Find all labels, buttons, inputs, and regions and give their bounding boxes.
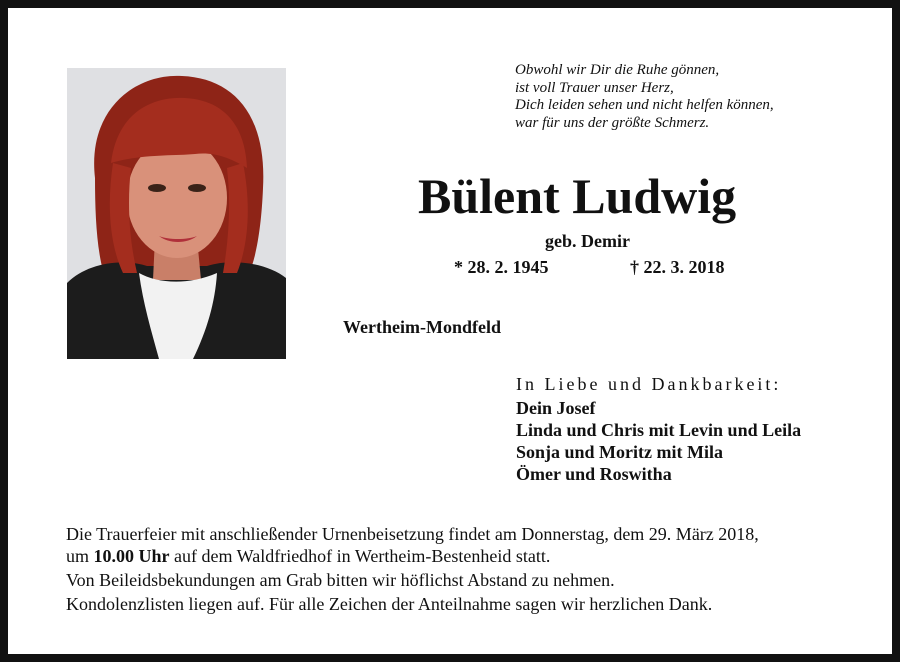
maiden-name: geb. Demir bbox=[545, 231, 630, 251]
death-date: † 22. 3. 2018 bbox=[630, 257, 725, 277]
mourner-entry: Dein Josef bbox=[516, 398, 596, 418]
mourners-heading: In Liebe und Dankbarkeit: bbox=[516, 374, 782, 394]
time-prefix: um bbox=[66, 546, 94, 566]
funeral-announcement: Die Trauerfeier mit anschließender Urnenbeisetzung findet am Donnerstag, dem 29. März 2018, bbox=[66, 524, 759, 544]
poem-line: war für uns der größte Schmerz. bbox=[515, 114, 710, 131]
poem-line: ist voll Trauer unser Herz, bbox=[515, 79, 674, 96]
portrait-photo bbox=[67, 68, 286, 359]
poem-line: Obwohl wir Dir die Ruhe gönnen, bbox=[515, 62, 720, 78]
life-dates bbox=[454, 256, 754, 278]
mourner-entry: Ömer und Roswitha bbox=[516, 464, 672, 484]
place-text: auf dem Waldfriedhof in Wertheim-Bestenheid statt. bbox=[169, 546, 551, 566]
hometown: Wertheim-Mondfeld bbox=[343, 317, 501, 337]
poem-line: Dich leiden sehen und nicht helfen können, bbox=[515, 97, 774, 113]
funeral-details bbox=[66, 523, 866, 615]
memorial-poem bbox=[515, 62, 875, 132]
birth-date: * 28. 2. 1945 bbox=[454, 257, 549, 277]
condolence-note: Von Beileidsbekundungen am Grab bitten wir höflichst Abstand zu nehmen. bbox=[66, 570, 615, 590]
mourner-entry: Sonja und Moritz mit Mila bbox=[516, 442, 723, 462]
funeral-time-place bbox=[66, 545, 866, 567]
closing-note: Kondolenzlisten liegen auf. Für alle Zeichen der Anteilnahme sagen wir herzlichen Dank. bbox=[66, 594, 713, 614]
deceased-name: Bülent Ludwig bbox=[418, 168, 737, 224]
funeral-time: 10.00 Uhr bbox=[93, 546, 170, 566]
mourners-list bbox=[516, 397, 801, 485]
mourner-entry: Linda und Chris mit Levin und Leila bbox=[516, 420, 802, 440]
